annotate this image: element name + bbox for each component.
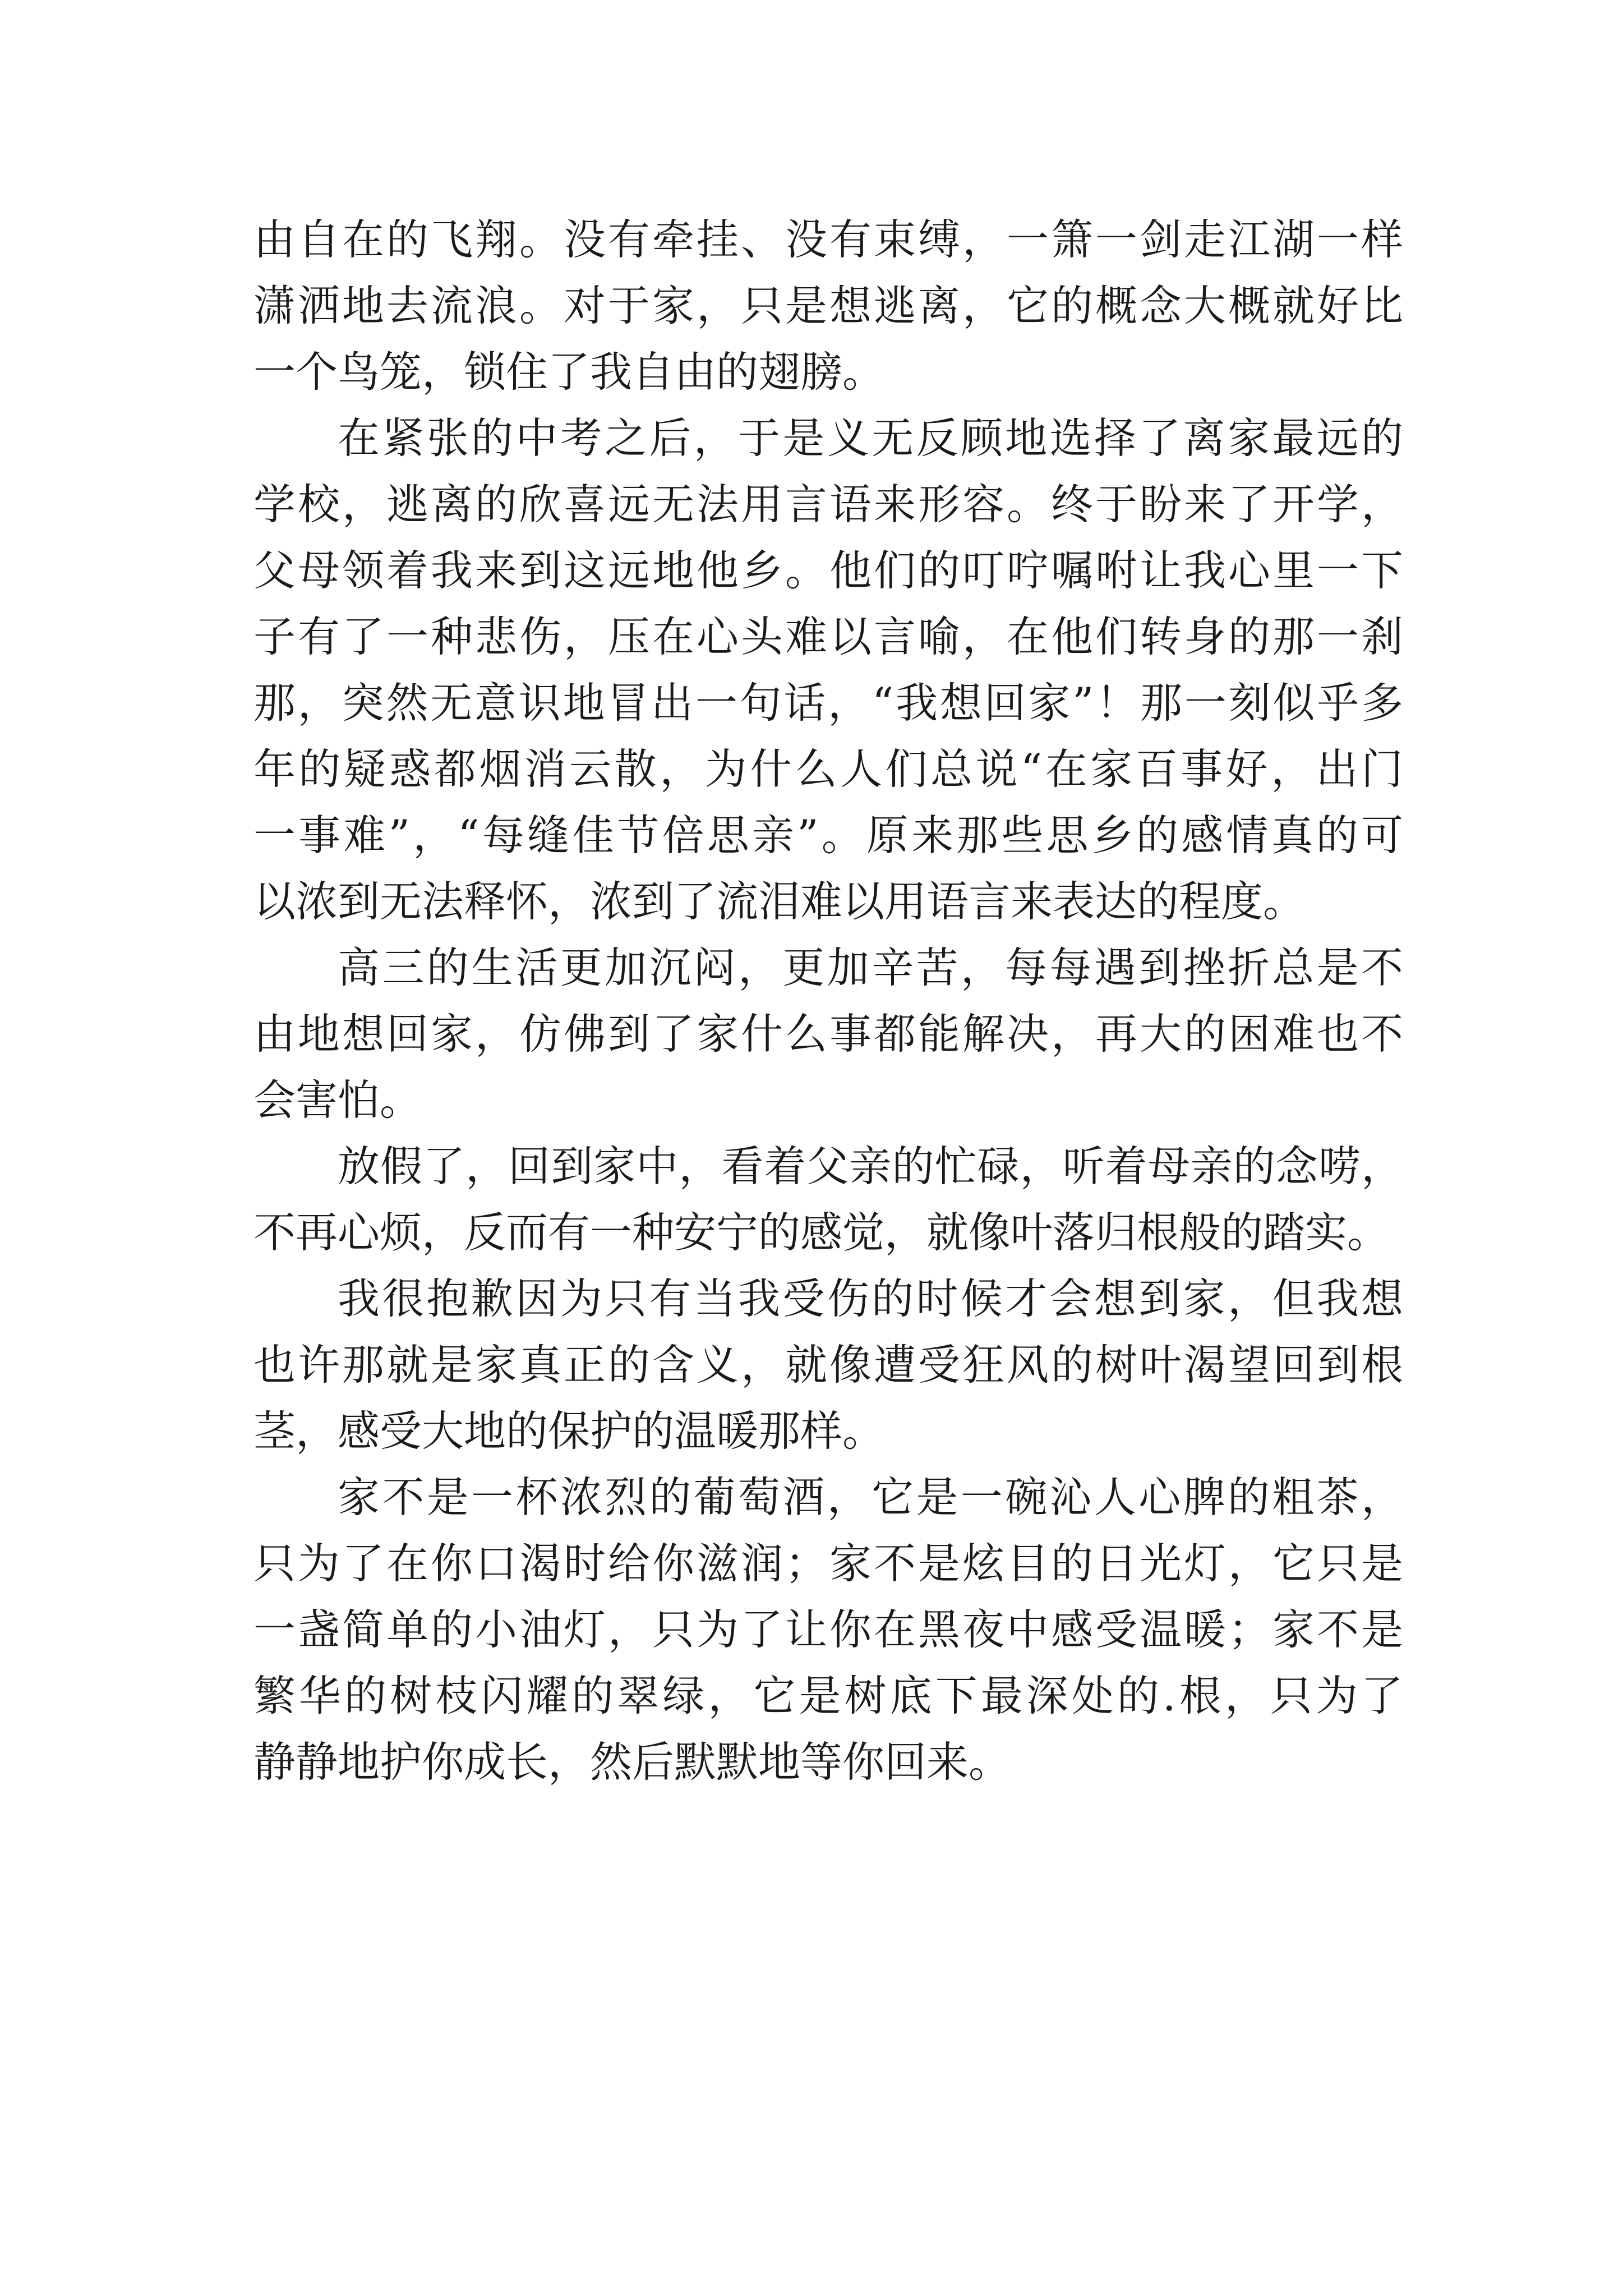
text-line: 不再心烦，反而有一种安宁的感觉，就像叶落归根般的踏实。 — [253, 1208, 1390, 1257]
text-line: 潇洒地去流浪。对于家，只是想逃离，它的概念大概就好比 — [253, 281, 1403, 330]
body-text — [253, 206, 1403, 1795]
paragraph-3 — [253, 935, 1403, 1133]
text-line: 高三的生活更加沉闷，更加辛苦，每每遇到挫折总是不 — [338, 943, 1403, 992]
text-line: 家不是一杯浓烈的葡萄酒，它是一碗沁人心脾的粗茶， — [338, 1473, 1403, 1522]
text-line: 年的疑惑都烟消云散，为什么人们总说“在家百事好，出门 — [253, 744, 1403, 794]
text-line: 由地想回家，仿佛到了家什么事都能解决，再大的困难也不 — [253, 1009, 1403, 1059]
text-line: 学校，逃离的欣喜远无法用言语来形容。终于盼来了开学， — [253, 480, 1403, 529]
text-line: 子有了一种悲伤，压在心头难以言喻，在他们转身的那一刹 — [253, 612, 1403, 661]
text-line: 放假了，回到家中，看着父亲的忙碌，听着母亲的念唠， — [338, 1142, 1403, 1191]
text-line: 会害怕。 — [253, 1075, 422, 1125]
paragraph-5 — [253, 1266, 1403, 1464]
paragraph-6 — [253, 1464, 1403, 1795]
text-line: 以浓到无法释怀，浓到了流泪难以用语言来表达的程度。 — [253, 877, 1306, 926]
text-line: 一个鸟笼，锁住了我自由的翅膀。 — [253, 347, 885, 397]
text-line: 静静地护你成长，然后默默地等你回来。 — [253, 1737, 1011, 1787]
text-line: 也许那就是家真正的含义，就像遭受狂风的树叶渴望回到根 — [253, 1340, 1403, 1389]
text-line: 只为了在你口渴时给你滋润；家不是炫目的日光灯，它只是 — [253, 1539, 1403, 1588]
text-line: 一事难”，“每缝佳节倍思亲”。原来那些思乡的感情真的可 — [253, 811, 1403, 860]
paragraph-1 — [253, 206, 1403, 405]
text-line: 由自在的飞翔。没有牵挂、没有束缚，一箫一剑走江湖一样 — [253, 215, 1403, 264]
text-line: 繁华的树枝闪耀的翠绿，它是树底下最深处的.根，只为了 — [253, 1671, 1403, 1720]
paragraph-4 — [253, 1133, 1403, 1266]
text-line: 父母领着我来到这远地他乡。他们的叮咛嘱咐让我心里一下 — [253, 546, 1403, 595]
text-line: 一盏简单的小油灯，只为了让你在黑夜中感受温暖；家不是 — [253, 1605, 1403, 1654]
text-line: 在紧张的中考之后，于是义无反顾地选择了离家最远的 — [338, 413, 1403, 463]
paragraph-2 — [253, 405, 1403, 935]
text-line: 我很抱歉因为只有当我受伤的时候才会想到家，但我想 — [338, 1274, 1403, 1323]
text-line: 茎，感受大地的保护的温暖那样。 — [253, 1406, 885, 1456]
text-line: 那，突然无意识地冒出一句话，“我想回家”！那一刻似乎多 — [253, 678, 1403, 728]
